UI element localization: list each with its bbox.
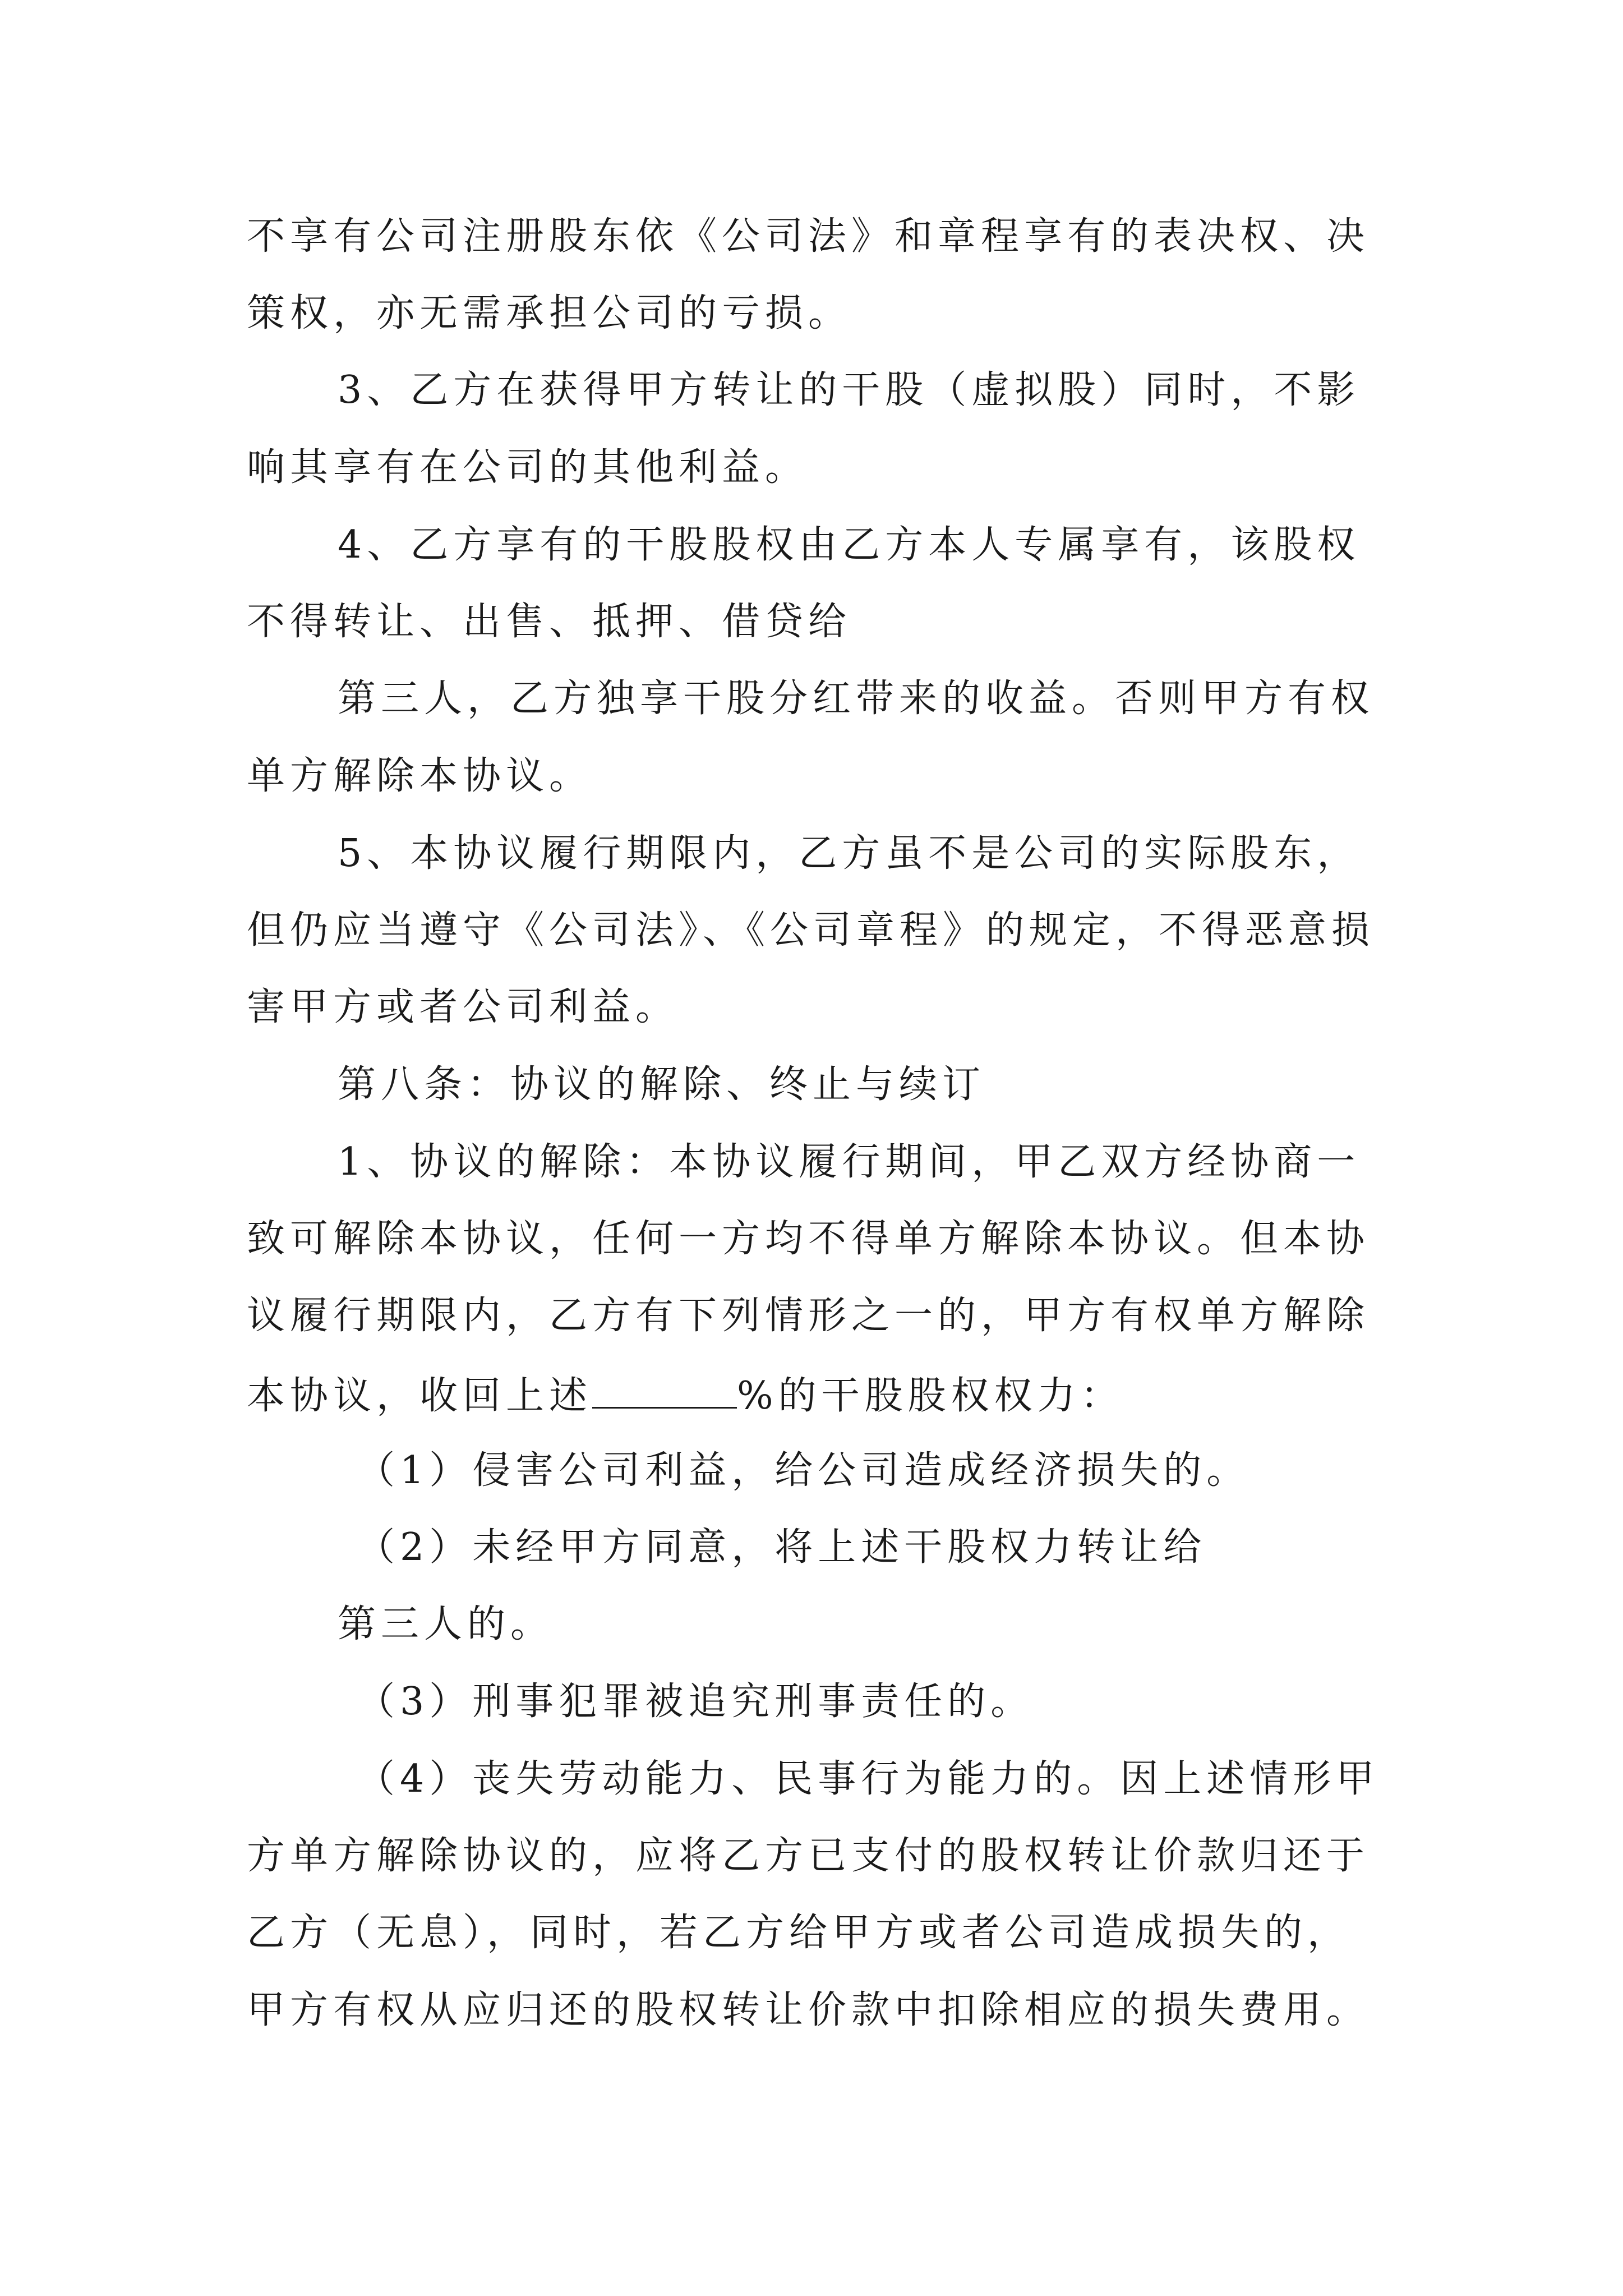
- paragraph-line: 策权，亦无需承担公司的亏损。: [247, 291, 852, 335]
- line-text-after-blank: %的干股股权权力：: [737, 1374, 1124, 1418]
- paragraph-line: 响其享有在公司的其他利益。: [247, 445, 809, 490]
- paragraph-line: 害甲方或者公司利益。: [247, 985, 679, 1029]
- paragraph-line: 单方解除本协议。: [247, 754, 593, 798]
- paragraph-line: 议履行期限内，乙方有下列情形之一的，甲方有权单方解除: [247, 1294, 1370, 1338]
- paragraph-line: 第三人的。: [338, 1602, 554, 1646]
- paragraph-line: 不得转让、出售、抵押、借贷给: [247, 600, 852, 644]
- paragraph-line: 但仍应当遵守《公司法》、《公司章程》的规定，不得恶意损: [247, 908, 1375, 953]
- paragraph-line: 不享有公司注册股东依《公司法》和章程享有的表决权、决: [247, 214, 1370, 259]
- clause-3-line: 3、乙方在获得甲方转让的干股（虚拟股）同时，不影: [338, 368, 1361, 412]
- paragraph-line-with-blank: [247, 1374, 1124, 1418]
- percentage-blank: [592, 1374, 737, 1409]
- article-8-heading: 第八条：协议的解除、终止与续订: [338, 1062, 986, 1107]
- paragraph-line: 乙方（无息），同时，若乙方给甲方或者公司造成损失的，: [247, 1911, 1351, 1955]
- paragraph-line: 方单方解除协议的，应将乙方已支付的股权转让价款归还于: [247, 1834, 1370, 1878]
- clause-1-line: 1、协议的解除：本协议履行期间，甲乙双方经协商一: [338, 1140, 1361, 1184]
- line-text-before-blank: 本协议，收回上述: [247, 1374, 593, 1418]
- paragraph-line: 甲方有权从应归还的股权转让价款中扣除相应的损失费用。: [247, 1988, 1370, 2032]
- paragraph-line: 第三人，乙方独享干股分红带来的收益。否则甲方有权: [338, 677, 1375, 721]
- paragraph-line: 致可解除本协议，任何一方均不得单方解除本协议。但本协: [247, 1217, 1370, 1261]
- item-2-line: （2）未经甲方同意，将上述干股权力转让给: [357, 1525, 1207, 1570]
- clause-5-line: 5、本协议履行期限内，乙方虽不是公司的实际股东，: [338, 831, 1361, 876]
- item-4-line: （4）丧失劳动能力、民事行为能力的。因上述情形甲: [357, 1757, 1380, 1801]
- item-1-line: （1）侵害公司利益，给公司造成经济损失的。: [357, 1448, 1250, 1493]
- item-3-line: （3）刑事犯罪被追究刑事责任的。: [357, 1680, 1034, 1724]
- clause-4-line: 4、乙方享有的干股股权由乙方本人专属享有，该股权: [338, 523, 1361, 567]
